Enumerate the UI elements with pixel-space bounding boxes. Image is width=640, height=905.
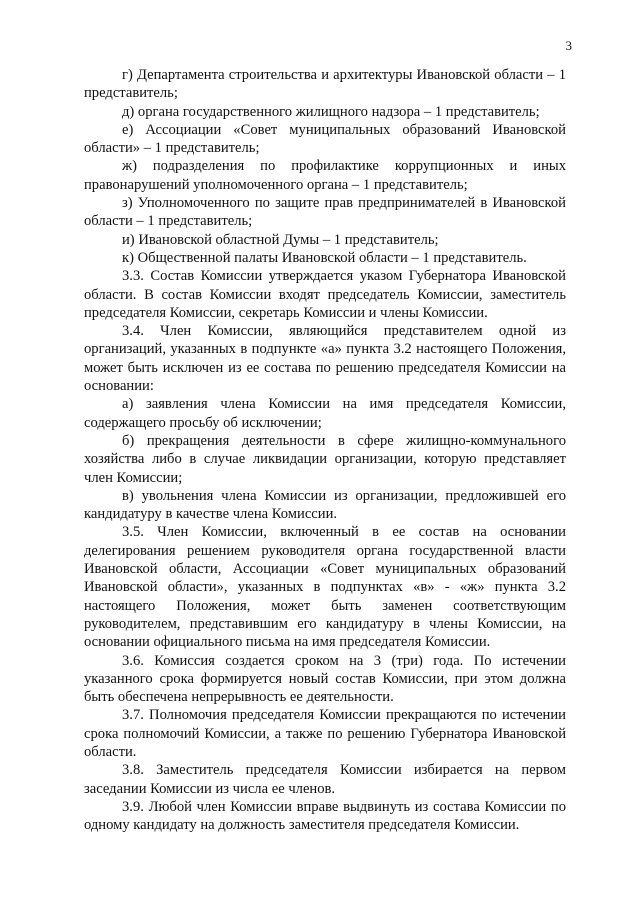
paragraph-item-d: д) органа государственного жилищного надзора – 1 представитель; — [122, 103, 540, 120]
paragraph-clause-3-8: 3.8. Заместитель председателя Комиссии избирается на первом заседании Комиссии из числа ее членов. — [84, 762, 566, 797]
paragraph-clause-3-3: 3.3. Состав Комиссии утверждается указом Губернатора Ивановской области. В состав Комиссии входят председатель Комиссии, заместитель председателя Комиссии, секретарь Комиссии и члены Комиссии. — [84, 268, 566, 321]
paragraph-item-i: и) Ивановской областной Думы – 1 представитель; — [122, 231, 439, 248]
paragraph-item-g: г) Департамента строительства и архитектуры Ивановской области – 1 представитель; — [84, 67, 566, 102]
paragraph-item-k: к) Общественной палаты Ивановской области – 1 представитель. — [122, 249, 527, 266]
paragraph-subitem-v: в) увольнения члена Комиссии из организации, предложившей его кандидатуру в качестве члена Комиссии. — [84, 487, 566, 523]
paragraph-item-z: з) Уполномоченного по защите прав предпринимателей в Ивановской области – 1 представитель; — [84, 195, 566, 230]
paragraph-item-e: е) Ассоциации «Совет муниципальных образований Ивановской области» – 1 представитель; — [84, 121, 566, 157]
paragraph-clause-3-6: 3.6. Комиссия создается сроком на 3 (три) года. По истечении указанного срока формируется новый состав Комиссии, при этом должна быть обеспечена непрерывность ее деятельности. — [84, 652, 566, 706]
document-body — [84, 66, 566, 834]
paragraph-item-zh: ж) подразделения по профилактике коррупционных и иных правонарушений уполномоченного органа – 1 представитель; — [84, 158, 566, 193]
paragraph-clause-3-5: 3.5. Член Комиссии, включенный в ее состав на основании делегирования решением руководителя органа государственной власти Ивановской области, Ассоциации «Совет муниципальных образований Ивановской области», указанных в подпунктах «в» - «ж» пункта 3.2 настоящего Положения, может быть заменен соответствующим руководителем, представившим его кандидатуру в члены Комиссии, на основании официального письма на имя председателя Комиссии. — [84, 524, 566, 651]
page-number: 3 — [565, 38, 572, 53]
paragraph-clause-3-4: 3.4. Член Комиссии, являющийся представителем одной из организаций, указанных в подпункте «а» пункта 3.2 настоящего Положения, может быть исключен из ее состава по решению председателя Комиссии на основании: — [84, 323, 566, 395]
paragraph-subitem-a: а) заявления члена Комиссии на имя председателя Комиссии, содержащего просьбу об исключении; — [84, 396, 566, 431]
paragraph-subitem-b: б) прекращения деятельности в сфере жилищно-коммунального хозяйства либо в случае ликвидации организации, которую представляет член Комиссии; — [84, 432, 566, 486]
paragraph-clause-3-9: 3.9. Любой член Комиссии вправе выдвинуть из состава Комиссии по одному кандидату на должность заместителя председателя Комиссии. — [84, 798, 566, 834]
paragraph-clause-3-7: 3.7. Полномочия председателя Комиссии прекращаются по истечении срока полномочий Комиссии, а также по решению Губернатора Ивановской области. — [84, 707, 566, 760]
